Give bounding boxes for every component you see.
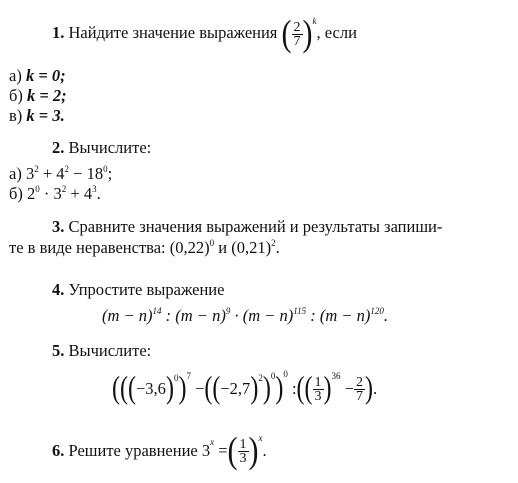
task-1-item-c [9,106,65,126]
task-1-heading [52,12,357,54]
expr-term: : (m − n) [161,306,226,325]
task-2-text: Вычислите: [68,138,152,157]
task-1-number: 1. [52,22,65,42]
fraction-denominator: 3 [314,388,322,404]
expr-exponent: 0 [270,371,276,381]
task-6-number: 6. [52,441,65,461]
task-5-number: 5. [52,341,65,360]
expr-exponent: 36 [331,371,341,381]
task-2-item-a [9,164,112,186]
item-text: k = 3. [26,106,65,125]
expr-term: + 4 [42,164,65,183]
task-4-heading [52,280,224,300]
expr-exponent: 2 [34,164,39,174]
expr-exponent: 7 [186,371,191,381]
expr-exponent: 0 [35,184,40,194]
task-3-number: 3. [52,217,65,236]
paren-right: ) [248,429,259,472]
expr-term: − 18 [73,164,104,183]
task-2-item-b [9,184,101,206]
task-6-heading [52,429,267,472]
task-5-expression [112,368,377,410]
paren-right: ) [165,372,174,407]
task-1-text: Найдите значение выражения [68,22,278,42]
task-5-heading [52,341,151,361]
expr-punct: . [372,379,378,399]
paren-left: ( [112,372,120,407]
expr-exponent: 120 [370,306,384,316]
expr-exponent: x [258,433,263,443]
paren-right: ) [302,12,313,54]
expr-exponent: 3 [92,184,97,194]
expr-exponent: 0 [283,369,288,379]
expr-punct: ; [107,164,113,183]
task-4-expression [102,306,388,328]
expr-term: −3,6 [136,379,166,399]
expr-term: (m − n) [102,306,153,325]
task-2-heading [52,138,151,158]
task-6-text: Решите уравнение 3 [68,441,211,461]
task-2-number: 2. [52,138,65,157]
paren-left: ( [296,372,305,407]
expr-exponent: 2 [64,164,70,174]
item-text: k = 2; [27,86,67,105]
paren-right: ) [323,372,332,407]
paren-left: ( [120,372,128,407]
colon-sign: : [291,379,297,399]
expr-punct: . [96,184,101,203]
paren-right: ) [275,372,284,407]
expr-exponent: 2 [61,184,67,194]
task-4-text: Упростите выражение [68,280,225,299]
task-3-line-1 [52,217,442,237]
task-4-number: 4. [52,280,65,299]
paren-left: ( [204,372,213,407]
fraction-denominator: 7 [355,388,363,404]
fraction-denominator: 3 [239,450,247,466]
expr-term: 2 [27,184,36,203]
expr-exponent: 0 [173,373,179,383]
minus-sign: − [344,379,354,399]
paren-left: ( [227,429,238,472]
expr-term: 3 [25,164,35,183]
task-1-item-a [9,66,66,86]
expr-punct: . [275,238,280,257]
fraction-numerator: 2 [293,19,301,35]
expr-term: : (m − n) [306,306,371,325]
paren-right: ) [250,372,259,407]
item-label: б) [9,86,23,105]
expr-exponent: 2 [258,373,263,383]
task-1-fraction [292,21,303,48]
task-3-text: и (0,21) [214,238,272,257]
task-1-exponent: k [312,15,317,26]
expr-term: · 3 [43,184,62,203]
expr-exponent: 0 [103,164,108,174]
paren-left: ( [304,372,313,407]
task-1-tail: , если [316,22,357,42]
paren-right: ) [262,372,271,407]
item-label: в) [9,106,23,125]
paren-left: ( [281,12,292,54]
expr-exponent: 9 [225,306,231,316]
paren-right: ) [178,372,187,407]
item-label: а) [9,164,22,183]
expr-exponent: 0 [209,238,215,248]
expr-punct: . [262,441,267,461]
paren-left: ( [128,372,136,407]
fraction-two-sevenths [354,376,365,403]
equals-sign: = [214,441,228,461]
fraction-numerator: 1 [239,436,247,452]
expr-exponent: 14 [152,306,162,316]
expr-punct: . [383,306,389,325]
expr-exponent: 2 [271,238,276,248]
expr-term: + 4 [70,184,93,203]
fraction-one-third [238,438,249,465]
fraction-numerator: 2 [355,374,363,390]
item-label: а) [9,66,22,85]
minus-sign: − [195,379,205,399]
task-1-item-b [9,86,67,106]
expr-term: · (m − n) [230,306,294,325]
task-3-text: Сравните значения выражений и результаты запиши- [68,217,443,236]
task-5-text: Вычислите: [68,341,152,360]
paren-left: ( [212,372,221,407]
fraction-one-third [313,376,324,403]
item-label: б) [9,184,23,203]
paren-right: ) [364,372,373,407]
fraction-numerator: 1 [314,374,322,390]
expr-exponent: x [210,437,215,447]
expr-term: −2,7 [220,379,251,399]
expr-exponent: 115 [293,306,307,316]
item-text: k = 0; [25,66,66,85]
fraction-denominator: 7 [293,33,301,49]
task-3-line-2 [9,238,280,260]
task-3-text: те в виде неравенства: (0,22) [9,238,210,257]
